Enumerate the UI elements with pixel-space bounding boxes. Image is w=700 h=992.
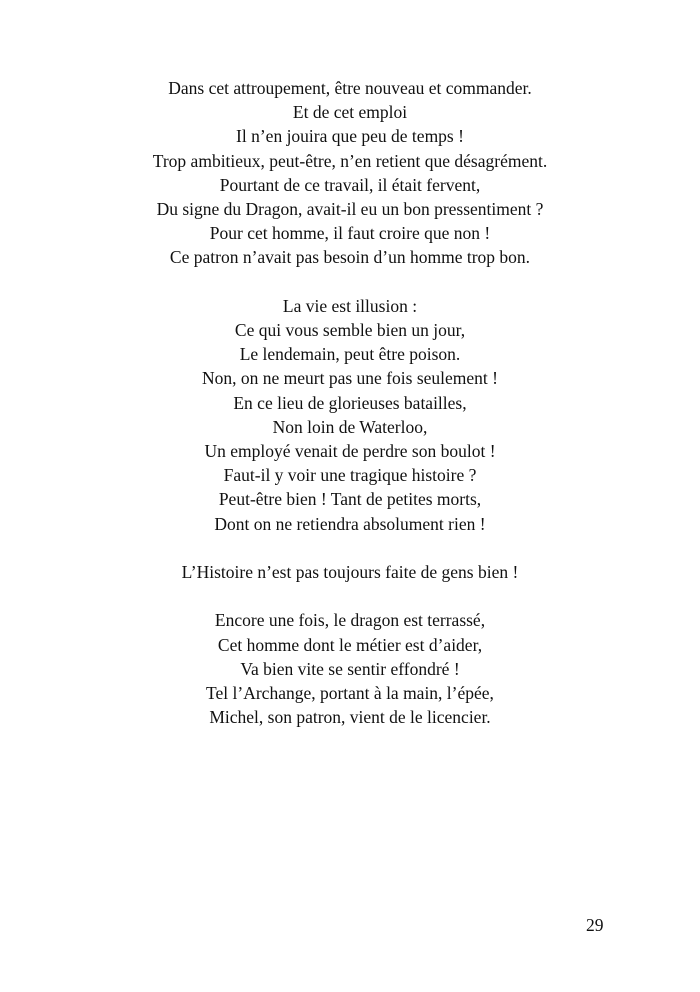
verse-line: Peut-être bien ! Tant de petites morts, [218, 489, 482, 510]
verse-line: Pourtant de ce travail, il était fervent, [219, 174, 481, 195]
verse-line: La vie est illusion : [282, 295, 418, 316]
verse-line: Un employé venait de perdre son boulot ! [204, 441, 496, 462]
verse-line: Ce patron n’avait pas besoin d’un homme trop bon. [169, 247, 531, 268]
verse-line: Et de cet emploi [292, 102, 408, 123]
verse-line: Le lendemain, peut être poison. [239, 344, 461, 365]
verse-line: Dont on ne retiendra absolument rien ! [214, 513, 486, 534]
verse-line: Trop ambitieux, peut-être, n’en retient que désagrément. [152, 150, 548, 171]
verse-line: Il n’en jouira que peu de temps ! [236, 126, 464, 147]
verse-line: Encore une fois, le dragon est terrassé, [214, 610, 486, 631]
stanza [0, 76, 700, 270]
page-number: 29 [586, 915, 604, 935]
poem-body [0, 76, 700, 754]
verse-line: L’Histoire n’est pas toujours faite de gens bien ! [181, 562, 519, 583]
stanza [0, 608, 700, 729]
verse-line: Ce qui vous semble bien un jour, [234, 320, 466, 341]
verse-line: Cet homme dont le métier est d’aider, [217, 634, 483, 655]
verse-line: Faut-il y voir une tragique histoire ? [223, 465, 477, 486]
verse-line: Non, on ne meurt pas une fois seulement ! [202, 368, 498, 389]
verse-line: Dans cet attroupement, être nouveau et commander. [168, 78, 532, 98]
stanza [0, 560, 700, 584]
verse-line: Non loin de Waterloo, [272, 416, 428, 437]
verse-line: Va bien vite se sentir effondré ! [240, 658, 460, 679]
verse-line: Michel, son patron, vient de le licencier. [209, 707, 491, 728]
stanza [0, 294, 700, 536]
verse-line: Pour cet homme, il faut croire que non ! [209, 223, 491, 244]
verse-line: Du signe du Dragon, avait-il eu un bon pressentiment ? [156, 199, 544, 220]
verse-line: Tel l’Archange, portant à la main, l’épée, [206, 683, 494, 704]
verse-line: En ce lieu de glorieuses batailles, [233, 392, 467, 413]
